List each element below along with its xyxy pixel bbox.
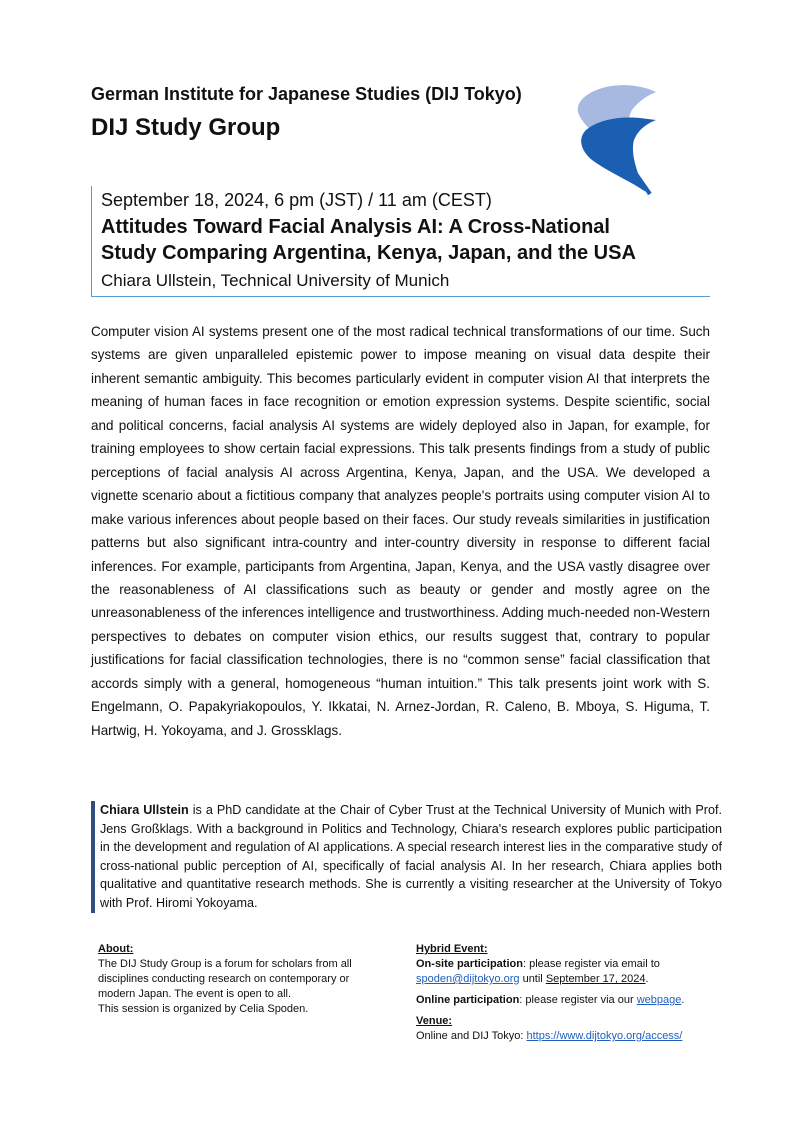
online-text: : please register via our	[519, 994, 637, 1006]
hybrid-heading: Hybrid Event:	[416, 943, 488, 955]
about-organizer: This session is organized by Celia Spoden.	[98, 1003, 309, 1015]
online-label: Online participation	[416, 994, 520, 1006]
event-title-line: Study Comparing Argentina, Kenya, Japan, and the USA	[101, 242, 636, 264]
webpage-link[interactable]: webpage	[636, 994, 682, 1006]
event-date: September 18, 2024, 6 pm (JST) / 11 am (CEST)	[101, 190, 492, 210]
hybrid-event-section	[416, 942, 726, 1044]
event-box	[91, 186, 710, 297]
event-title-line: Attitudes Toward Facial Analysis AI: A Cross-National	[101, 216, 610, 238]
until-text: until	[519, 973, 546, 985]
bio-text: is a PhD candidate at the Chair of Cyber Trust at the Technical University of Munich with Prof. Jens Großklags. With a background in Politics and Technology, Chiara's research explores public participation in the development and regulation of AI applications. A special research interest lies in the comparative study of cross-national public perception of AI, specifically of facial analysis AI. In her research, Chiara applies both qualitative and quantitative research methods. She is currently a visiting researcher at the University of Tokyo with Prof. Hiromi Yokoyama.	[100, 803, 722, 910]
institute-name: German Institute for Japanese Studies (DIJ Tokyo)	[91, 84, 522, 104]
abstract-text: Computer vision AI systems present one of the most radical technical transformations of our time. Such systems are given unparalleled epistemic power to impose meaning on visual data despite their inherent semantic ambiguity. This becomes particularly evident in computer vision AI that interprets the meaning of human faces in face recognition or emotion expression systems. Despite scientific, social and political concerns, facial analysis AI systems are widely deployed also in Japan, for example, for training employees to show certain facial expressions. This talk presents findings from a study of public perceptions of facial analysis AI across Argentina, Kenya, Japan, and the USA. We developed a vignette scenario about a fictitious company that analyzes people's portraits using computer vision AI to make various inferences about people based on their faces. Our study reveals similarities in justification patterns but also significant intra-country and inter-country diversity in response to different facial inferences. For example, participants from Argentina, Japan, Kenya, and the USA vastly disagree over the reasonableness of AI classifications such as beauty or gender and mostly agree on the unreasonableness of the inferences intelligence and trustworthiness. Adding much-needed non-Western perspectives to debates on computer vision ethics, our results suggest that, contrary to popular justifications for facial classification technologies, there is no “common sense” facial classification that accords simply with a general, homogeneous “human intuition.” This talk presents joint work with S. Engelmann, O. Papakyriakopoulos, Y. Ikkatai, N. Arnez-Jordan, R. Caleno, B. Mboya, S. Higuma, T. Hartwig, H. Yokoyama, and J. Grossklags.	[91, 324, 711, 738]
about-text: The DIJ Study Group is a forum for scholars from all disciplines conducting research on contemporary or modern Japan. The event is open to all.	[98, 958, 352, 1000]
deadline-date: September 17, 2024	[545, 973, 646, 985]
onsite-text: : please register via email to	[522, 958, 660, 970]
event-title	[101, 214, 701, 266]
venue-text: Online and DIJ Tokyo:	[416, 1030, 527, 1042]
about-section	[98, 942, 388, 1017]
bio-name: Chiara Ullstein	[100, 803, 189, 817]
about-heading: About:	[98, 943, 134, 955]
venue-link[interactable]: https://www.dijtokyo.org/access/	[526, 1030, 683, 1042]
ginkgo-leaf-logo-icon	[572, 82, 662, 202]
page-title: DIJ Study Group	[91, 114, 281, 141]
speaker-bio	[91, 801, 722, 913]
onsite-label: On-site participation	[416, 958, 523, 970]
online-period: .	[681, 994, 685, 1006]
deadline-period: .	[645, 973, 649, 985]
email-link[interactable]: spoden@dijtokyo.org	[416, 973, 520, 985]
event-speaker: Chiara Ullstein, Technical University of Munich	[101, 271, 450, 290]
venue-heading: Venue:	[416, 1015, 453, 1027]
